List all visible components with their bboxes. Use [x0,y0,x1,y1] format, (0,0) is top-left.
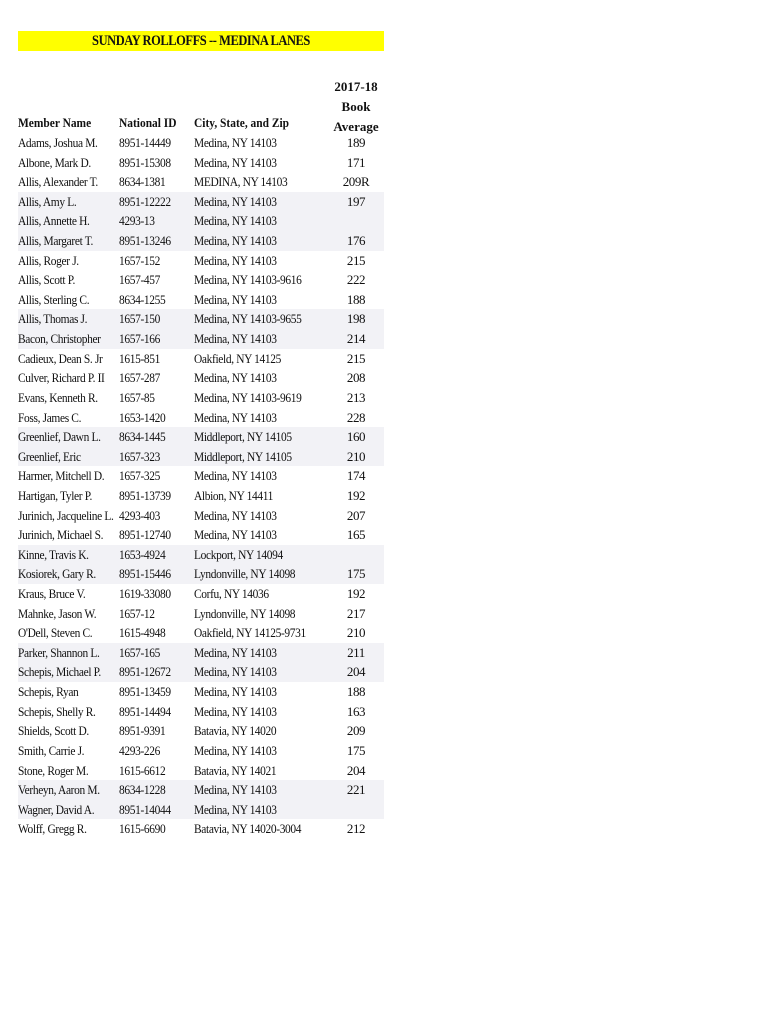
table-row [18,506,384,526]
table-row [18,721,384,741]
table-row [18,153,384,173]
national-id-cell: 8951-12740 [119,527,171,543]
member-name-cell: Smith, Carrie J. [18,742,85,758]
table-row [18,741,384,761]
average-cell: 204 [346,762,366,778]
city-cell: Medina, NY 14103 [194,193,277,209]
table-row [18,231,384,251]
national-id-cell: 8951-14494 [119,703,171,719]
table-row [18,643,384,663]
national-id-cell: 8951-9391 [119,723,166,739]
table-row [18,368,384,388]
national-id-cell: 1657-12 [119,605,155,621]
city-cell: Medina, NY 14103 [194,233,277,249]
city-cell: Albion, NY 14411 [194,487,274,503]
table-row [18,761,384,781]
table-row [18,819,384,839]
member-name-cell: Parker, Shannon L. [18,644,100,660]
table-row [18,290,384,310]
national-id-cell: 8634-1381 [119,174,166,190]
city-cell: Medina, NY 14103 [194,644,277,660]
city-cell: Corfu, NY 14036 [194,586,269,602]
city-cell: Medina, NY 14103 [194,527,277,543]
member-name-cell: Allis, Roger J. [18,252,79,268]
city-cell: Oakfield, NY 14125-9731 [194,625,306,641]
city-cell: Medina, NY 14103 [194,409,277,425]
national-id-cell: 4293-403 [119,507,161,523]
average-cell: 211 [347,644,365,660]
title-banner [18,31,384,51]
member-name-header: Member Name [18,115,92,130]
table-row [18,388,384,408]
national-id-cell: 8634-1445 [119,429,166,445]
member-table [18,133,384,839]
member-name-cell: Greenlief, Eric [18,448,81,464]
city-cell: Medina, NY 14103 [194,782,277,798]
national-id-cell: 8951-12672 [119,664,171,680]
national-id-cell: 8951-14449 [119,135,171,150]
member-name-cell: Evans, Kenneth R. [18,389,98,405]
member-name-cell: Bacon, Christopher [18,331,101,347]
national-id-cell: 1653-1420 [119,409,166,425]
city-cell: Oakfield, NY 14125 [194,350,281,366]
city-cell: MEDINA, NY 14103 [194,174,288,190]
average-cell: 209R [342,174,370,190]
average-cell: 210 [346,448,366,464]
average-cell: 189 [346,135,366,150]
national-id-cell: 8634-1255 [119,291,166,307]
table-row [18,525,384,545]
table-row [18,251,384,271]
member-name-cell: Adams, Joshua M. [18,135,98,150]
member-name-cell: Schepis, Shelly R. [18,703,96,719]
average-cell: 188 [346,291,366,307]
city-cell: Medina, NY 14103 [194,213,277,229]
table-row [18,662,384,682]
city-cell: Medina, NY 14103-9616 [194,272,302,288]
national-id-cell: 8951-13246 [119,233,171,249]
city-cell: Medina, NY 14103 [194,135,277,150]
member-name-cell: Kosiorek, Gary R. [18,566,96,582]
national-id-cell: 8951-15308 [119,154,171,170]
table-row [18,133,384,153]
city-cell: Medina, NY 14103 [194,703,277,719]
national-id-cell: 1615-6612 [119,762,166,778]
member-name-cell: Albone, Mark D. [18,154,91,170]
average-cell: 188 [346,684,366,700]
member-name-cell: Harmer, Mitchell D. [18,468,105,484]
average-cell: 171 [346,154,366,170]
table-row [18,408,384,428]
table-row [18,447,384,467]
average-cell: 192 [346,586,366,602]
member-name-cell: O'Dell, Steven C. [18,625,93,641]
city-cell: Medina, NY 14103 [194,684,277,700]
city-cell: Batavia, NY 14021 [194,762,277,778]
member-name-cell: Kinne, Travis K. [18,546,89,562]
table-row [18,564,384,584]
national-id-cell: 4293-13 [119,213,155,229]
average-cell: 176 [346,233,366,249]
national-id-cell: 1615-851 [119,350,161,366]
table-row [18,584,384,604]
city-cell: Medina, NY 14103 [194,252,277,268]
table-row [18,604,384,624]
table-row [18,800,384,820]
city-cell: Batavia, NY 14020-3004 [194,821,302,837]
table-row [18,329,384,349]
national-id-cell: 1657-152 [119,252,161,268]
member-name-cell: Allis, Thomas J. [18,311,88,327]
table-row [18,172,384,192]
average-cell: 210 [346,625,366,641]
member-name-cell: Jurinich, Jacqueline L. [18,507,114,523]
average-cell: 214 [346,331,366,347]
city-cell: Medina, NY 14103-9619 [194,389,302,405]
average-cell: 165 [346,527,366,543]
table-row [18,702,384,722]
average-cell: 175 [346,742,366,758]
average-cell: 197 [346,193,366,209]
member-name-cell: Schepis, Michael P. [18,664,101,680]
average-cell: 209 [346,723,366,739]
rolloff-sheet [18,31,384,837]
member-name-cell: Allis, Annette H. [18,213,90,229]
average-cell: 222 [346,272,366,288]
city-cell: Medina, NY 14103 [194,664,277,680]
national-id-cell: 1657-323 [119,448,161,464]
national-id-cell: 8951-14044 [119,801,171,817]
average-cell: 163 [346,703,366,719]
table-row [18,270,384,290]
national-id-cell: 1657-166 [119,331,161,347]
city-cell: Medina, NY 14103 [194,331,277,347]
city-cell: Lockport, NY 14094 [194,546,283,562]
national-id-cell: 8634-1228 [119,782,166,798]
table-row [18,211,384,231]
national-id-cell: 1615-6690 [119,821,166,837]
member-name-cell: Allis, Sterling C. [18,291,90,307]
national-id-cell: 1657-287 [119,370,161,386]
national-id-cell: 1657-457 [119,272,161,288]
table-row [18,780,384,800]
national-id-cell: 4293-226 [119,742,161,758]
city-cell: Medina, NY 14103 [194,801,277,817]
city-cell: Middleport, NY 14105 [194,429,292,445]
city-cell: Batavia, NY 14020 [194,723,277,739]
table-row [18,466,384,486]
table-row [18,486,384,506]
national-id-cell: 1619-33080 [119,586,171,602]
average-header-line: 2017-18 [334,79,378,94]
table-row [18,309,384,329]
average-cell: 207 [346,507,366,523]
national-id-cell: 1657-150 [119,311,161,327]
average-cell: 204 [346,664,366,680]
average-cell: 192 [346,487,366,503]
member-name-cell: Allis, Margaret T. [18,233,94,249]
average-cell: 221 [346,782,366,798]
average-cell: 228 [346,409,366,425]
sheet-title: SUNDAY ROLLOFFS -- MEDINA LANES [44,31,359,51]
city-cell: Medina, NY 14103 [194,370,277,386]
city-cell: Medina, NY 14103-9655 [194,311,302,327]
table-row [18,427,384,447]
average-cell: 160 [346,429,366,445]
member-name-cell: Allis, Scott P. [18,272,76,288]
table-row [18,192,384,212]
member-name-cell: Culver, Richard P. II [18,370,105,386]
member-name-cell: Wolff, Gregg R. [18,821,87,837]
city-cell: Medina, NY 14103 [194,507,277,523]
average-cell: 174 [346,468,366,484]
average-cell: 212 [346,821,366,837]
national-id-cell: 1657-165 [119,644,161,660]
national-id-cell: 1657-85 [119,389,155,405]
member-name-cell: Greenlief, Dawn L. [18,429,101,445]
member-name-cell: Schepis, Ryan [18,684,79,700]
city-cell: Middleport, NY 14105 [194,448,292,464]
member-name-cell: Wagner, David A. [18,801,95,817]
national-id-cell: 1657-325 [119,468,161,484]
national-id-cell: 8951-13739 [119,487,171,503]
national-id-cell: 8951-13459 [119,684,171,700]
city-cell: Medina, NY 14103 [194,291,277,307]
city-cell: Lyndonville, NY 14098 [194,605,296,621]
average-cell: 217 [346,605,366,621]
average-cell: 198 [346,311,366,327]
national-id-header: National ID [119,115,177,130]
table-row [18,623,384,643]
table-row [18,682,384,702]
city-header: City, State, and Zip [194,115,290,130]
national-id-cell: 8951-15446 [119,566,171,582]
national-id-cell: 8951-12222 [119,193,171,209]
member-name-cell: Kraus, Bruce V. [18,586,86,602]
table-row [18,545,384,565]
average-cell: 208 [346,370,366,386]
member-name-cell: Foss, James C. [18,409,82,425]
member-name-cell: Shields, Scott D. [18,723,89,739]
table-row [18,349,384,369]
national-id-cell: 1615-4948 [119,625,166,641]
city-cell: Lyndonville, NY 14098 [194,566,296,582]
member-name-cell: Allis, Amy L. [18,193,77,209]
average-cell: 215 [346,350,366,366]
average-cell: 215 [346,252,366,268]
member-name-cell: Verheyn, Aaron M. [18,782,100,798]
average-column-header [328,77,384,137]
national-id-cell: 1653-4924 [119,546,166,562]
average-cell: 175 [346,566,366,582]
city-cell: Medina, NY 14103 [194,468,277,484]
average-header-line: Book [341,99,371,114]
member-name-cell: Jurinich, Michael S. [18,527,104,543]
member-name-cell: Cadieux, Dean S. Jr [18,350,103,366]
city-cell: Medina, NY 14103 [194,154,277,170]
member-name-cell: Mahnke, Jason W. [18,605,97,621]
average-header-line: Average [333,119,379,134]
average-cell: 213 [346,389,366,405]
member-name-cell: Stone, Roger M. [18,762,89,778]
city-cell: Medina, NY 14103 [194,742,277,758]
member-name-cell: Hartigan, Tyler P. [18,487,93,503]
member-name-cell: Allis, Alexander T. [18,174,98,190]
